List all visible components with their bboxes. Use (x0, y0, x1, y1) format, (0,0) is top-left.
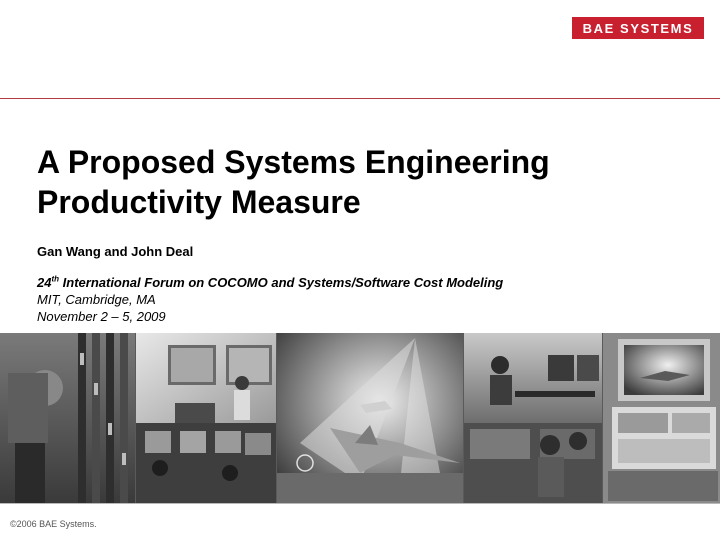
event-name: International Forum on COCOMO and Systems/Software Cost Modeling (59, 275, 504, 290)
header-divider (0, 98, 720, 99)
workstation-photo (464, 333, 602, 503)
event-dates: November 2 – 5, 2009 (37, 309, 166, 324)
event-number: 24 (37, 275, 52, 290)
fighter-jet-photo (277, 333, 463, 503)
event-info (37, 274, 503, 325)
event-location: MIT, Cambridge, MA (37, 292, 156, 307)
event-line (37, 274, 503, 291)
bae-systems-logo (572, 17, 704, 39)
copyright-text: ©2006 BAE Systems. (10, 519, 97, 529)
logo-text: BAE SYSTEMS (582, 20, 694, 36)
footer-divider (0, 503, 720, 504)
lab-equipment-photo (0, 333, 135, 503)
photo-collage (0, 333, 720, 503)
event-suffix: th (51, 274, 60, 284)
authors: Gan Wang and John Deal (37, 244, 194, 259)
computer-console-photo (603, 333, 720, 503)
control-room-photo (136, 333, 276, 503)
slide-title: A Proposed Systems Engineering Productivity Measure (37, 144, 550, 220)
photo-collage-graphic (0, 333, 720, 503)
